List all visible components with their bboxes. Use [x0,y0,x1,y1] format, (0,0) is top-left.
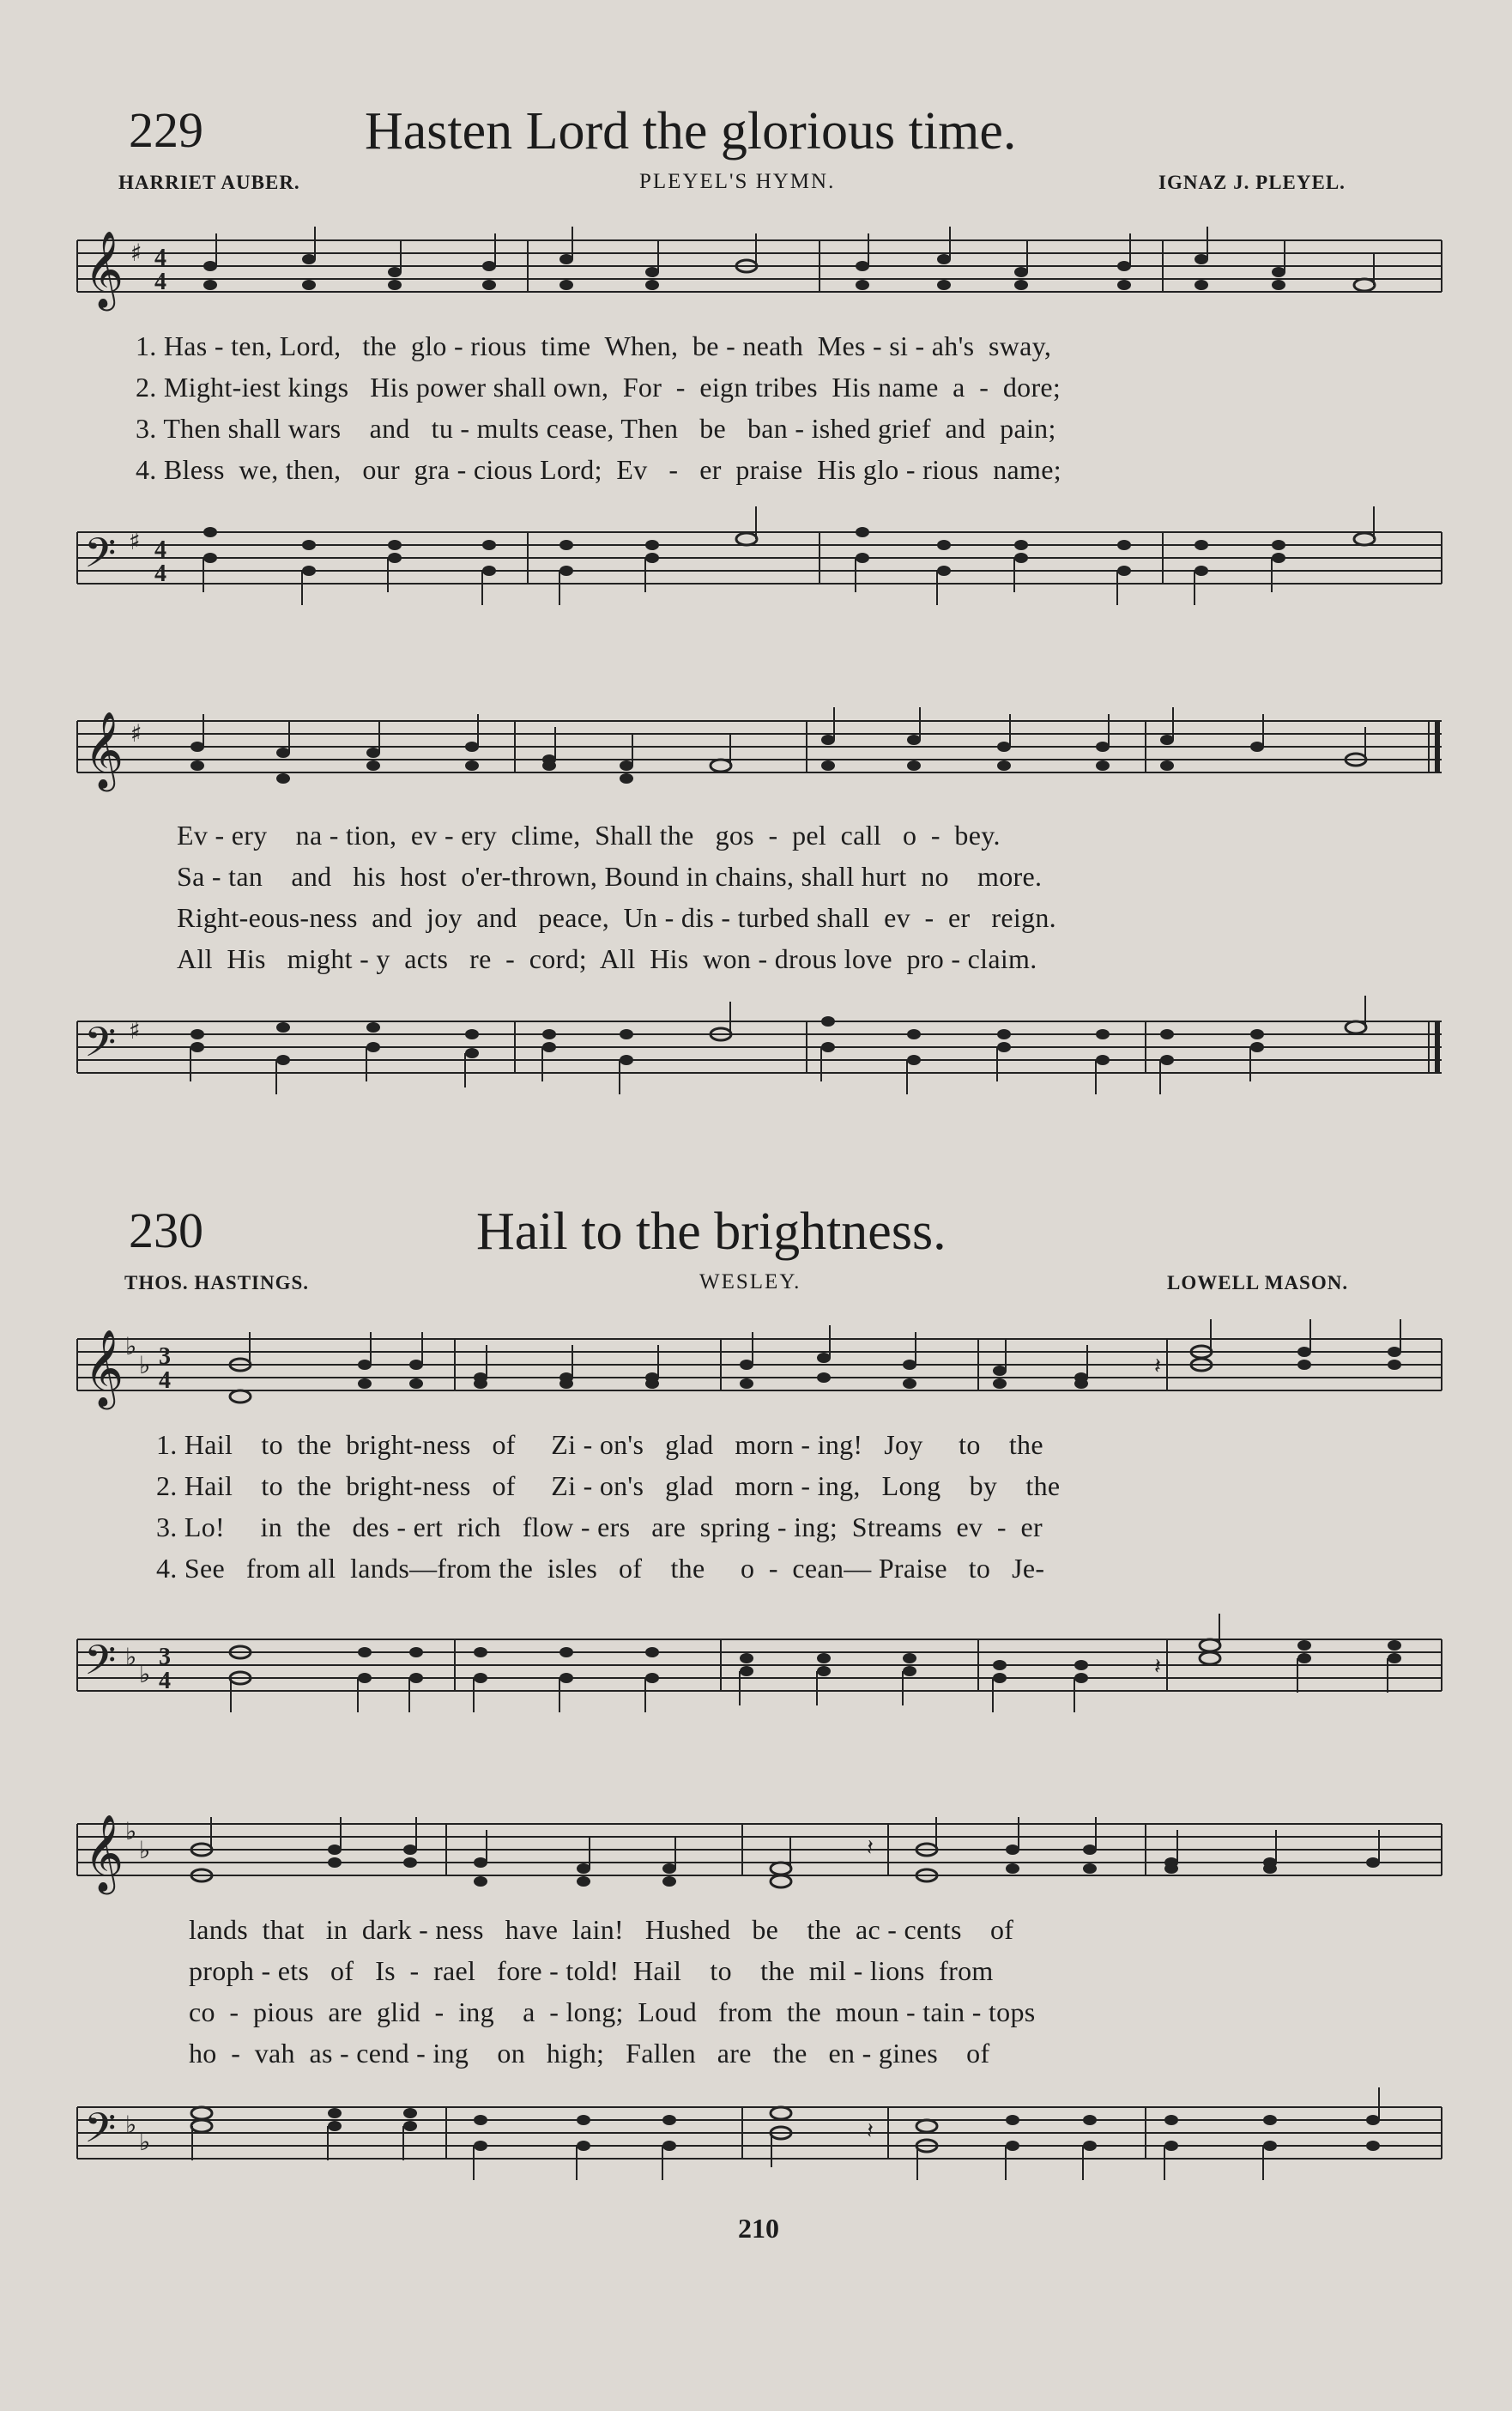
svg-text:𝄢: 𝄢 [84,1636,117,1694]
svg-text:♭: ♭ [139,1836,151,1864]
treble-staff [69,1313,1450,1425]
svg-text:𝄢: 𝄢 [84,529,117,587]
svg-text:3: 3 [159,1644,171,1670]
hymn-number: 230 [129,1202,203,1258]
author-credit: HARRIET AUBER. [118,172,300,193]
author-credit: THOS. HASTINGS. [124,1272,310,1293]
verse-3-line: Right-eous-ness and joy and peace, Un - dis - turbed shall ev - er reign. [177,902,1056,933]
composer-credit: IGNAZ J. PLEYEL. [1158,172,1346,193]
treble-staff [69,1798,1450,1910]
verse-3-line: co - pious are glid - ing a - long; Loud from the moun - tain - tops [189,1996,1036,2027]
hymn-230-header [124,1202,1450,1296]
svg-text:♯: ♯ [129,1016,141,1045]
svg-text:♭: ♭ [139,1660,151,1688]
svg-text:♭: ♭ [125,1817,137,1845]
svg-text:𝄢: 𝄢 [84,1018,117,1076]
svg-text:♭: ♭ [125,1332,137,1360]
svg-text:♭: ♭ [139,2128,151,2156]
verse-4-line: 4. Bless we, then, our gra - cious Lord; Ev - er praise His glo - rious name; [136,454,1061,485]
svg-text:𝄽: 𝄽 [1154,1654,1161,1680]
hymn-number: 229 [129,102,203,158]
svg-text:𝄢: 𝄢 [84,2104,117,2162]
svg-text:𝄞: 𝄞 [84,712,124,789]
verse-1-line: 1. Hail to the bright-ness of Zi - on's glad morn - ing! Joy to the [156,1429,1043,1460]
verse-2-line: Sa - tan and his host o'er-thrown, Bound in chains, shall hurt no more. [177,861,1043,892]
svg-text:4: 4 [154,560,166,587]
svg-text:♯: ♯ [130,719,142,748]
bass-staff [69,506,1450,618]
page-number: 210 [738,2213,779,2244]
hymn-229-system-2 [69,678,1450,1124]
svg-text:♯: ♯ [130,239,142,267]
verse-4-line: All His might - y acts re - cord; All His won - drous love pro - claim. [177,943,1037,974]
bass-staff [69,996,1450,1107]
hymn-title: Hail to the brightness. [476,1202,947,1261]
verse-2-line: 2. Hail to the bright-ness of Zi - on's glad morn - ing, Long by the [156,1470,1061,1501]
verse-1-line: Ev - ery na - tion, ev - ery clime, Shall the gos - pel call o - bey. [177,820,1001,851]
hymn-230-system-1 [69,1296,1450,1742]
hymn-229-lyrics-part1 [69,330,1450,502]
svg-text:𝄞: 𝄞 [84,1330,124,1407]
verse-1-line: 1. Has - ten, Lord, the glo - rious time When, be - neath Mes - si - ah's sway, [136,330,1052,361]
svg-text:𝄞: 𝄞 [84,231,124,308]
svg-text:4: 4 [154,536,166,563]
bass-staff [69,1614,1450,1725]
svg-text:4: 4 [154,269,166,295]
svg-text:𝄽: 𝄽 [867,2118,874,2144]
hymn-229-lyrics-part2 [69,820,1450,991]
tune-name: PLEYEL'S HYMN. [639,170,836,193]
svg-text:4: 4 [159,1367,171,1394]
svg-text:𝄽: 𝄽 [867,1835,874,1861]
hymn-230-lyrics-part1 [69,1429,1450,1601]
verse-2-line: 2. Might-iest kings His power shall own, For - eign tribes His name a - dore; [136,372,1061,403]
svg-text:4: 4 [159,1668,171,1694]
verse-3-line: 3. Then shall wars and tu - mults cease, Then be ban - ished grief and pain; [136,413,1056,444]
svg-text:♭: ♭ [139,1351,151,1379]
composer-credit: LOWELL MASON. [1167,1272,1349,1293]
verse-4-line: ho - vah as - cend - ing on high; Fallen are the en - gines of [189,2038,990,2069]
svg-text:♭: ♭ [125,1643,137,1671]
verse-3-line: 3. Lo! in the des - ert rich flow - ers are spring - ing; Streams ev - er [156,1511,1043,1542]
treble-staff [69,215,1450,326]
hymn-229-header [118,101,1450,196]
verse-2-line: proph - ets of Is - rael fore - told! Hail to the mil - lions from [189,1955,994,1986]
verse-1-line: lands that in dark - ness have lain! Hushed be the ac - cents of [189,1914,1014,1945]
hymn-230-lyrics-part2 [69,1914,1450,2086]
hymn-title: Hasten Lord the glorious time. [365,102,1017,161]
treble-staff [69,695,1450,815]
verse-4-line: 4. See from all lands—from the isles of the o - cean— Praise to Je- [156,1553,1045,1584]
svg-text:♯: ♯ [129,527,141,555]
tune-name: WESLEY. [699,1270,801,1293]
svg-text:𝄞: 𝄞 [84,1814,124,1892]
bass-staff [69,2081,1450,2202]
svg-text:4: 4 [154,245,166,271]
hymn-229-system-1 [69,197,1450,644]
svg-text:3: 3 [159,1343,171,1370]
hymn-230-system-2 [69,1790,1450,2219]
svg-text:♭: ♭ [125,2111,137,2139]
svg-text:𝄽: 𝄽 [1154,1354,1161,1379]
